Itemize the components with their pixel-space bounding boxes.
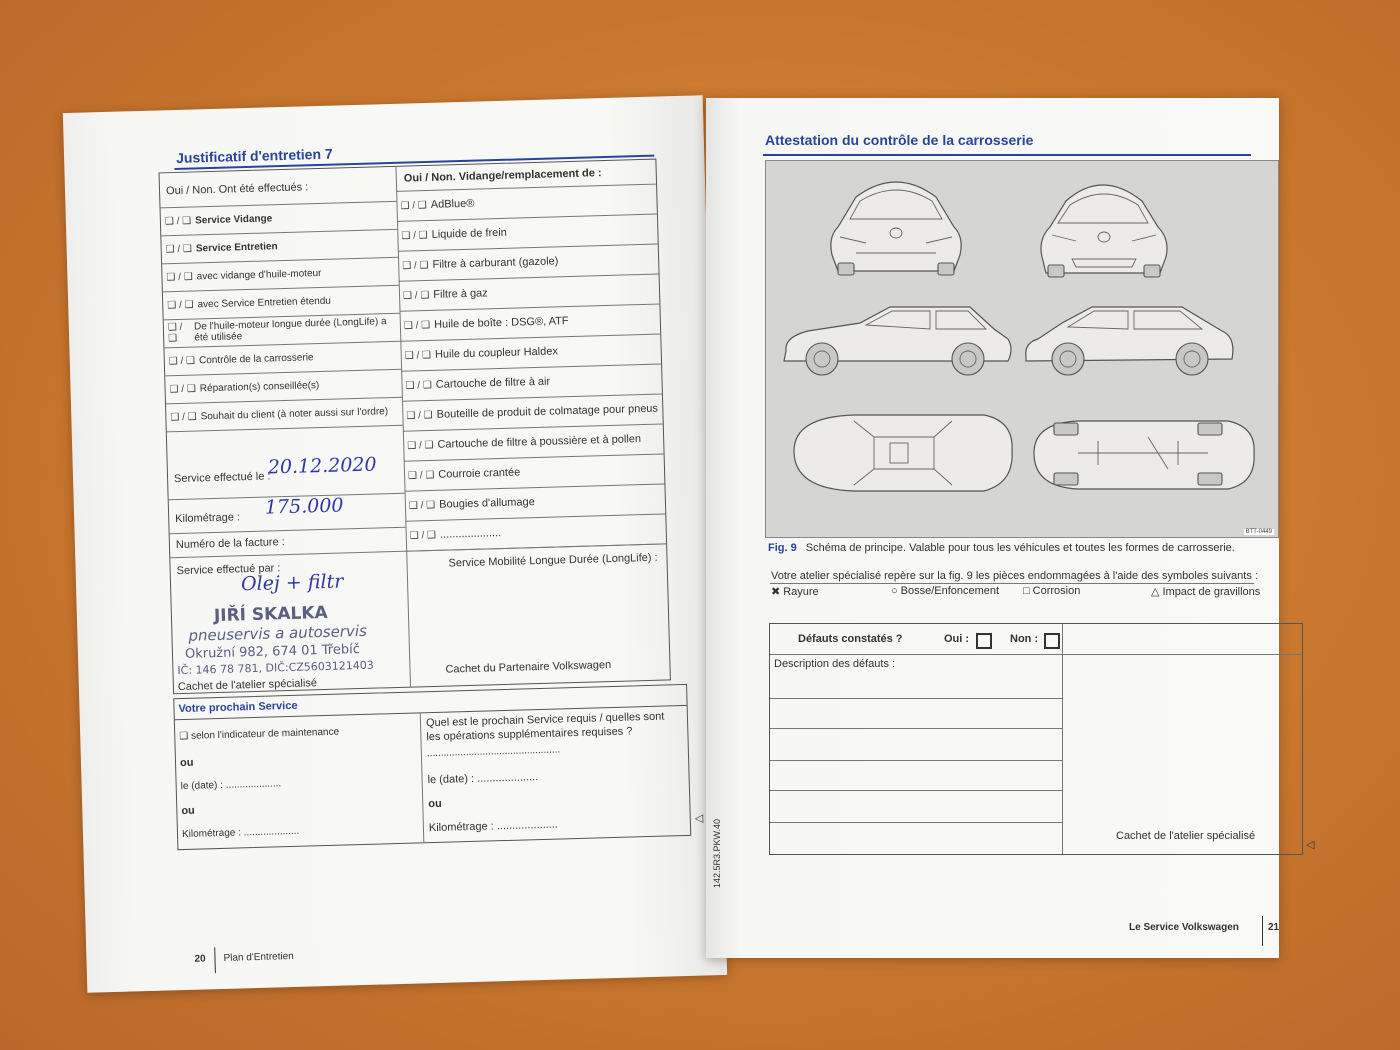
checkbox-pair[interactable]: ❑ / ❑ [407, 439, 434, 452]
right-checklist-label: Huile du coupleur Haldex [434, 345, 559, 361]
no-label: Non : [1010, 633, 1039, 645]
symbol-label: Bosse/Enfoncement [900, 585, 1000, 597]
checkbox-pair[interactable]: ❑ / ❑ [167, 321, 183, 345]
service-date-label: Service effectué le : [173, 470, 271, 486]
left-page-number: 20 [194, 953, 206, 965]
right-checklist-label: Huile de boîte : DSG®, ATF [433, 315, 569, 331]
maintenance-title: Justificatif d'entretien 7 [175, 145, 333, 166]
figure-caption [768, 542, 1235, 554]
checkbox-pair[interactable]: ❑ / ❑ [405, 379, 432, 392]
defects-label: Défauts constatés ? [798, 633, 903, 645]
next-question: Quel est le prochain Service requis / quelles sont les opérations supplémentaires requises ? [425, 710, 665, 744]
instruction-text: Votre atelier spécialisé repère sur la fig. 9 les pièces endommagées à l'aide des symboles suivants : [771, 570, 1258, 582]
checkbox-pair[interactable]: ❑ / ❑ [167, 299, 194, 311]
right-page-number: 21 [1268, 922, 1280, 933]
symbol-label: Rayure [783, 586, 819, 598]
maintenance-form [159, 159, 671, 695]
left-checklist-label: avec vidange d'huile-moteur [196, 267, 322, 282]
symbol-legend-item [1023, 585, 1080, 597]
symbol-legend-item [891, 585, 999, 597]
description-label: Description des défauts : [774, 658, 896, 670]
or-text-2: ou [181, 804, 195, 818]
car-diagram [765, 160, 1279, 538]
left-checklist-label: Souhait du client (à noter aussi sur l'ordre) [200, 405, 389, 422]
workshop-stamp-label-right: Cachet de l'atelier spécialisé [1116, 830, 1256, 842]
left-footer-title: Plan d'Entretien [223, 950, 294, 964]
checkbox-pair[interactable]: ❑ / ❑ [407, 469, 435, 482]
symbol-glyph-icon: ✖ [771, 586, 781, 598]
right-checklist-label: Courroie crantée [438, 466, 521, 481]
rear-view-car [831, 182, 961, 275]
workshop-stamp-label: Cachet de l'atelier spécialisé [177, 677, 318, 694]
right-checklist-label: Bouteille de produit de colmatage pour pneus [436, 402, 659, 421]
right-column-header: Oui / Non. Vidange/remplacement de : [403, 167, 602, 185]
checkbox-pair[interactable]: ❑ / ❑ [165, 243, 193, 255]
figure-label: Fig. 9 [768, 542, 797, 554]
checkbox-pair[interactable]: ❑ / ❑ [404, 349, 432, 362]
front-view-car [1041, 185, 1167, 277]
longlife-label: Service Mobilité Longue Durée (LongLife) : [448, 551, 658, 570]
right-checklist-label: Bougies d'allumage [439, 496, 535, 511]
right-checklist-label: AdBlue® [430, 197, 475, 211]
left-checklist-row [166, 397, 403, 433]
checkbox-pair[interactable]: ❑ / ❑ [400, 199, 427, 212]
next-by-indicator: ❑ selon l'indicateur de maintenance [179, 726, 340, 743]
invoice-label: Numéro de la facture : [175, 536, 285, 552]
checkbox-pair[interactable]: ❑ / ❑ [402, 289, 430, 302]
checkbox-pair[interactable]: ❑ / ❑ [166, 271, 193, 283]
checkbox-pair[interactable]: ❑ / ❑ [169, 383, 196, 395]
right-checklist-label: .................... [439, 527, 502, 541]
body-check-title: Attestation du contrôle de la carrosserie [765, 132, 1034, 148]
performed-by-label: Service effectué par : [176, 562, 281, 578]
right-checklist-label: Cartouche de filtre à air [435, 375, 551, 391]
partner-stamp-label: Cachet du Partenaire Volkswagen [445, 659, 612, 676]
stamp-line-2: pneuservis a autoservis [188, 621, 368, 645]
left-page [63, 95, 727, 993]
checkbox-pair[interactable]: ❑ / ❑ [168, 355, 196, 367]
top-view-car [794, 415, 1012, 491]
next-date-line-right: le (date) : .................... [427, 771, 539, 787]
symbol-glyph-icon: △ [1151, 586, 1160, 598]
or-text-1: ou [179, 756, 194, 770]
symbol-legend-item [1151, 585, 1260, 598]
left-checklist [161, 201, 397, 423]
right-checklist-row [405, 513, 666, 551]
figure-code: BTT-0449 [1245, 529, 1272, 535]
symbol-label: Corrosion [1032, 585, 1081, 597]
next-mileage-line-right: Kilométrage : .................... [428, 818, 559, 835]
left-checklist-label: De l'huile-moteur longue durée (LongLife) a été utilisée [193, 316, 387, 344]
checkbox-pair[interactable]: ❑ / ❑ [403, 319, 431, 332]
or-text-3: ou [428, 797, 442, 811]
next-date-line: le (date) : .................... [180, 778, 282, 793]
symbol-label: Impact de gravillons [1162, 586, 1261, 598]
right-page [706, 98, 1315, 958]
next-service-title: Votre prochain Service [178, 699, 298, 716]
defects-form [769, 623, 1303, 855]
left-checklist-label: Service Entretien [195, 240, 278, 254]
symbol-glyph-icon: ○ [891, 585, 898, 597]
mileage-value: 175.000 [264, 494, 344, 519]
right-checklist-label: Filtre à gaz [433, 287, 488, 301]
yes-checkbox[interactable] [976, 633, 992, 649]
checkbox-pair[interactable]: ❑ / ❑ [401, 229, 428, 242]
right-checklist-label: Cartouche de filtre à poussière et à pollen [437, 433, 642, 451]
mileage-label: Kilométrage : [175, 511, 241, 526]
service-date-value: 20.12.2020 [267, 453, 377, 479]
next-dotted-line: ................................................ [426, 744, 561, 760]
side-code: 142.5R3.PKW.40 [712, 818, 722, 888]
side-view-sedan [784, 307, 1011, 375]
symbol-glyph-icon: □ [1023, 585, 1030, 597]
underside-view-car [1034, 421, 1254, 489]
checkbox-pair[interactable]: ❑ / ❑ [164, 215, 192, 227]
left-checklist-label: Contrôle de la carrosserie [198, 351, 314, 366]
left-column-header: Oui / Non. Ont été effectués : [165, 181, 309, 198]
stamp-name: JIŘÍ SKALKA [213, 602, 328, 627]
figure-caption-text: Schéma de principe. Valable pour tous les véhicules et toutes les formes de carrosserie. [805, 542, 1235, 554]
side-view-hatchback [1026, 307, 1233, 375]
right-checklist-label: Filtre à carburant (gazole) [432, 255, 559, 271]
right-checklist [396, 184, 659, 542]
stamp-line-4: IČ: 146 78 781, DIČ:CZ5603121403 [177, 658, 374, 678]
checkbox-pair[interactable]: ❑ / ❑ [402, 259, 429, 272]
continue-arrow-right: ◁ [1306, 839, 1315, 851]
car-diagram-drawing [766, 161, 1278, 537]
stamp-line-3: Okružní 982, 674 01 Třebíč [184, 642, 361, 662]
next-service-box [173, 684, 691, 850]
continue-arrow-left: ◁ [694, 812, 704, 825]
yes-label: Oui : [944, 633, 970, 645]
symbol-legend-item [771, 585, 819, 598]
title-rule [763, 154, 1251, 156]
checkbox-pair[interactable]: ❑ / ❑ [408, 499, 436, 512]
left-checklist-label: Service Vidange [195, 212, 273, 226]
left-checklist-label: Réparation(s) conseillée(s) [199, 379, 320, 394]
left-checklist-label: avec Service Entretien étendu [197, 295, 332, 310]
no-checkbox[interactable] [1044, 633, 1060, 649]
handwritten-note: Olej + filtr [240, 570, 344, 596]
checkbox-pair[interactable]: ❑ / ❑ [409, 529, 437, 542]
symbol-legend [771, 585, 1271, 601]
right-footer-title: Le Service Volkswagen [1129, 922, 1239, 933]
right-checklist-label: Liquide de frein [431, 226, 508, 241]
checkbox-pair[interactable]: ❑ / ❑ [170, 410, 197, 423]
checkbox-pair[interactable]: ❑ / ❑ [406, 409, 433, 422]
next-mileage-line: Kilométrage : .................... [181, 825, 300, 841]
